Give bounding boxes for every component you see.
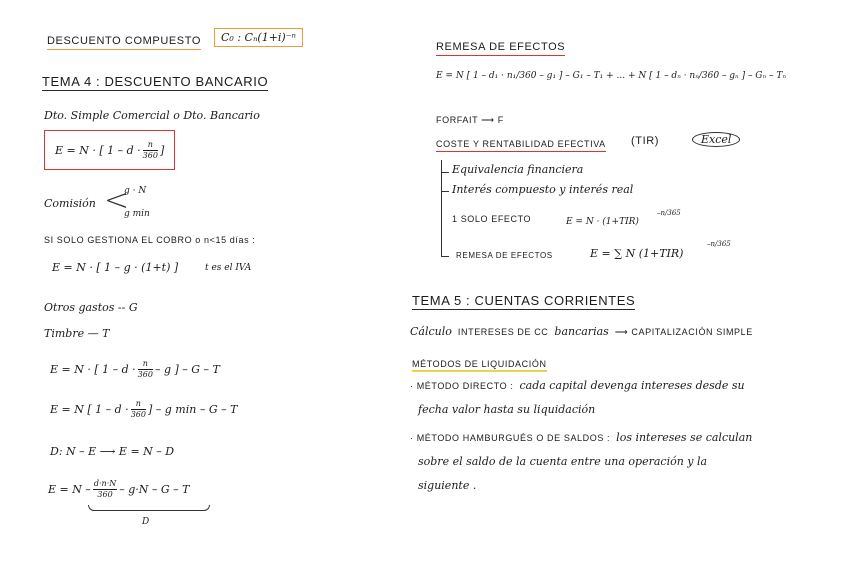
metodo-hamburgues-caps: · MÉTODO HAMBURGUÉS O DE SALDOS : xyxy=(410,433,611,443)
iva-formula: E = N · [ 1 – g · (1+t) ] xyxy=(52,261,179,274)
tir-label: (TIR) xyxy=(631,135,660,147)
solo-efecto-exp: –n/365 xyxy=(657,209,681,217)
metodos-heading: MÉTODOS DE LIQUIDACIÓN xyxy=(412,360,547,372)
formula-c-brace xyxy=(88,505,210,511)
remesa-formula: E = N [ 1 – d₁ · n₁/360 – g₁ ] – G₁ – T₁ + ... + N [ 1 – dₙ · nₙ/360 – gₙ ] – Gₙ – Tₙ xyxy=(436,71,787,81)
descuento-compuesto-formula-box: C₀ : Cₙ(1+i)⁻ⁿ xyxy=(214,28,303,47)
formula-b-lhs: E = N [ 1 – d · xyxy=(50,403,129,416)
formula-c-lhs: E = N – xyxy=(48,483,91,496)
formula-b-rhs: ] – g min – G – T xyxy=(147,403,238,416)
tree-branch-4 xyxy=(441,256,449,257)
main-formula-box xyxy=(44,130,175,170)
interes-line: Interés compuesto y interés real xyxy=(452,183,634,196)
metodo-directo-hw: cada capital devenga intereses desde su xyxy=(519,379,745,392)
main-formula-rhs: ] xyxy=(159,143,165,157)
calculo-line xyxy=(410,326,753,337)
forfait-line: FORFAIT ⟶ F xyxy=(436,115,504,125)
metodo-directo-caps: · MÉTODO DIRECTO : xyxy=(410,381,514,391)
comision-label: Comisión xyxy=(44,197,96,210)
remesa-efectos-exp: –n/365 xyxy=(707,240,731,248)
comision-bottom: g min xyxy=(124,209,150,219)
formula-c xyxy=(48,480,190,499)
comision-top: g · N xyxy=(124,186,147,196)
tema-4-heading: TEMA 4 : DESCUENTO BANCARIO xyxy=(42,74,269,89)
tree-vertical-line xyxy=(441,160,442,256)
formula-a-den: 360 xyxy=(137,370,153,379)
formula-a-num: n xyxy=(138,360,153,370)
formula-a-lhs: E = N · [ 1 – d · xyxy=(50,363,136,376)
calculo-caps2: ⟶ CAPITALIZACIÓN SIMPLE xyxy=(614,327,753,337)
formula-b-den: 360 xyxy=(130,410,146,419)
comision-brace-icon: < xyxy=(104,183,130,218)
d-line: D: N – E ⟶ E = N – D xyxy=(50,445,175,458)
tree-branch-1 xyxy=(441,172,449,173)
metodo-directo-line-2: fecha valor hasta su liquidación xyxy=(418,403,596,416)
iva-note: t es el IVA xyxy=(205,263,252,273)
main-formula-num: n xyxy=(143,141,158,151)
formula-b xyxy=(50,400,237,419)
formula-a-rhs: – g ] – G – T xyxy=(154,363,220,376)
solo-efecto-label: 1 SOLO EFECTO xyxy=(452,214,532,224)
formula-c-fraction xyxy=(93,480,117,499)
remesa-efectos-formula: E = ∑ N (1+TIR) xyxy=(590,247,684,260)
metodo-directo-line xyxy=(410,380,745,391)
formula-a xyxy=(50,360,220,379)
solo-efecto-formula: E = N · (1+TIR) xyxy=(566,217,639,227)
equivalencia-line: Equivalencia financiera xyxy=(452,163,584,176)
dto-simple-line: Dto. Simple Comercial o Dto. Bancario xyxy=(44,109,260,122)
formula-c-num: d·n·N xyxy=(93,479,117,488)
otros-gastos-line: Otros gastos -- G xyxy=(44,301,138,314)
timbre-line: Timbre — T xyxy=(44,327,110,340)
tree-branch-2 xyxy=(441,191,449,192)
descuento-compuesto-title: DESCUENTO COMPUESTO xyxy=(47,36,201,50)
main-formula-den: 360 xyxy=(142,150,158,160)
main-formula-fraction xyxy=(143,141,158,160)
metodo-hamburgues-line xyxy=(410,432,752,443)
metodo-hamburgues-hw: los intereses se calculan xyxy=(616,431,753,444)
coste-heading: COSTE Y RENTABILIDAD EFECTIVA xyxy=(436,140,606,152)
solo-gestiona-line: SI SOLO GESTIONA EL COBRO o n<15 días : xyxy=(44,235,256,245)
calculo-hw: Cálculo xyxy=(410,325,452,338)
formula-b-fraction xyxy=(131,400,146,419)
calculo-caps: INTERESES DE CC xyxy=(457,327,549,337)
metodo-hamburgues-line-2: sobre el saldo de la cuenta entre una operación y la xyxy=(418,455,708,468)
calculo-hw2: bancarias xyxy=(554,325,609,338)
remesa-heading: REMESA DE EFECTOS xyxy=(436,42,565,56)
tema-5-heading: TEMA 5 : CUENTAS CORRIENTES xyxy=(412,293,636,308)
formula-a-fraction xyxy=(138,360,153,379)
formula-c-rhs: – g·N – G – T xyxy=(119,483,190,496)
main-formula-lhs: E = N · [ 1 – d · xyxy=(55,143,141,157)
formula-c-brace-label: D xyxy=(142,517,150,527)
formula-b-num: n xyxy=(131,400,146,410)
remesa-efectos-label: REMESA DE EFECTOS xyxy=(456,251,553,260)
excel-label: Excel xyxy=(692,132,740,147)
metodo-hamburgues-line-3: siguiente . xyxy=(418,479,477,492)
formula-c-den: 360 xyxy=(97,490,113,499)
